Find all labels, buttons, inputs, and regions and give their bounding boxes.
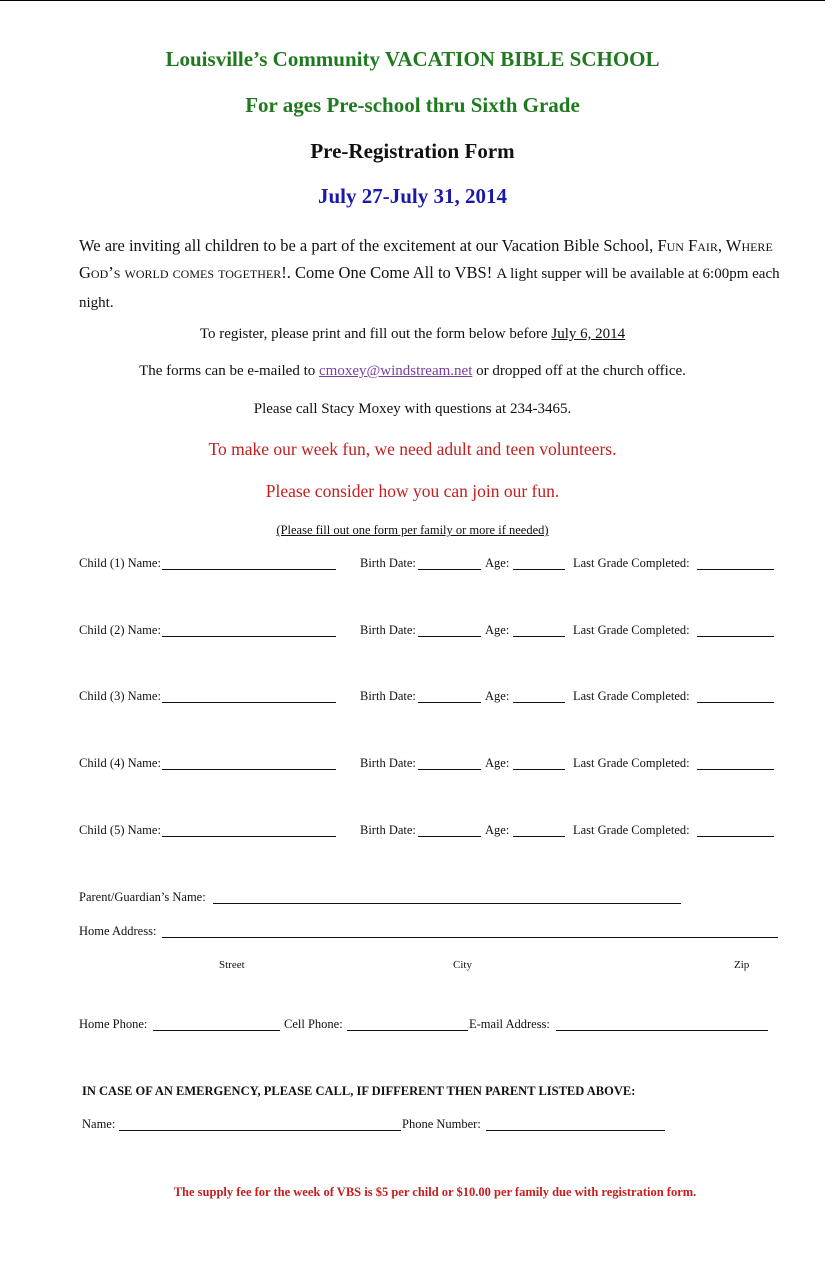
child-row [79,556,799,576]
birth-date-label: Birth Date: [360,823,416,837]
age-label: Age: [485,823,510,837]
age-field[interactable] [513,756,565,770]
child-name-label: Child (4) Name: [79,756,161,770]
birth-date-label: Birth Date: [360,556,416,570]
grade-label: Last Grade Completed: [573,556,690,570]
emergency-phone-label: Phone Number: [402,1117,481,1131]
age-label: Age: [485,689,510,703]
birth-date-field[interactable] [418,756,481,770]
home-address-field[interactable] [162,924,778,938]
address-row [79,924,799,944]
grade-label: Last Grade Completed: [573,623,690,637]
child-name-label: Child (3) Name: [79,689,161,703]
grade-label: Last Grade Completed: [573,689,690,703]
supply-fee-notice: The supply fee for the week of VBS is $5 per child or $10.00 per family due with registration form. [173,1185,697,1199]
home-phone-label: Home Phone: [79,1017,148,1031]
street-caption: Street [219,959,245,971]
age-field[interactable] [513,689,565,703]
child-name-label: Child (1) Name: [79,556,161,570]
birth-date-label: Birth Date: [360,756,416,770]
emergency-phone-field[interactable] [486,1117,665,1131]
city-caption: City [453,959,472,971]
grade-field[interactable] [697,623,774,637]
birth-date-label: Birth Date: [360,689,416,703]
age-label: Age: [485,556,510,570]
form-note-wrap [0,521,825,539]
emergency-name-field[interactable] [119,1117,401,1131]
intro-text-2: Come One Come All to VBS! [290,263,497,282]
birth-date-field[interactable] [418,823,481,837]
child-row [79,823,799,843]
register-text: To register, please print and fill out the form below before [199,326,552,342]
phone-row [79,1017,799,1037]
grade-field[interactable] [697,823,774,837]
child-row [79,689,799,709]
birth-date-label: Birth Date: [360,623,416,637]
ages-subtitle: For ages Pre-school thru Sixth Grade [245,93,580,117]
emergency-name-label: Name: [82,1117,116,1131]
emergency-heading: IN CASE OF AN EMERGENCY, PLEASE CALL, IF DIFFERENT THEN PARENT LISTED ABOVE: [82,1084,636,1098]
theme-text: Fun Fair, Where God’s world comes together!. [79,236,773,282]
guardian-name-field[interactable] [213,890,681,904]
register-deadline: July 6, 2014 [551,326,626,342]
cell-phone-label: Cell Phone: [284,1017,343,1031]
child-row [79,623,799,643]
child-name-field[interactable] [162,623,336,637]
child-row [79,756,799,776]
form-note: (Please fill out one form per family or more if needed) [276,523,549,537]
intro-paragraph [79,232,799,317]
child-name-field[interactable] [162,756,336,770]
email-suffix-text: or dropped off at the church office. [472,363,686,379]
age-field[interactable] [513,623,565,637]
call-instruction: Please call Stacy Moxey with questions at 234-3465. [253,401,572,417]
guardian-row [79,890,799,910]
grade-field[interactable] [697,756,774,770]
age-field[interactable] [513,823,565,837]
guardian-label: Parent/Guardian’s Name: [79,890,206,904]
age-field[interactable] [513,556,565,570]
grade-label: Last Grade Completed: [573,823,690,837]
zip-caption: Zip [734,959,750,971]
child-name-field[interactable] [162,823,336,837]
email-address-label: E-mail Address: [469,1017,550,1031]
birth-date-field[interactable] [418,623,481,637]
grade-field[interactable] [697,689,774,703]
emergency-row [82,1117,802,1137]
birth-date-field[interactable] [418,689,481,703]
birth-date-field[interactable] [418,556,481,570]
child-name-label: Child (5) Name: [79,823,161,837]
age-label: Age: [485,756,510,770]
email-instruction [0,363,825,380]
child-name-field[interactable] [162,556,336,570]
consider-notice: Please consider how you can join our fun. [265,481,560,501]
address-label: Home Address: [79,924,157,938]
volunteers-notice: To make our week fun, we need adult and teen volunteers. [208,439,617,459]
grade-field[interactable] [697,556,774,570]
school-title: Louisville’s Community VACATION BIBLE SCHOOL [165,47,660,71]
child-name-field[interactable] [162,689,336,703]
intro-text: We are inviting all children to be a part of the excitement at our Vacation Bible School, [79,236,658,255]
home-phone-field[interactable] [153,1017,280,1031]
grade-label: Last Grade Completed: [573,756,690,770]
age-label: Age: [485,623,510,637]
cell-phone-field[interactable] [347,1017,468,1031]
form-title: Pre-Registration Form [310,139,515,163]
register-instruction [0,326,825,343]
child-name-label: Child (2) Name: [79,623,161,637]
supper-text: A light supper will be available at 6:00pm each night. [79,266,780,311]
email-link[interactable]: cmoxey@windstream.net [319,363,473,379]
email-prefix-text: The forms can be e-mailed to [139,363,320,379]
event-dates: July 27-July 31, 2014 [317,184,508,208]
email-address-field[interactable] [556,1017,768,1031]
